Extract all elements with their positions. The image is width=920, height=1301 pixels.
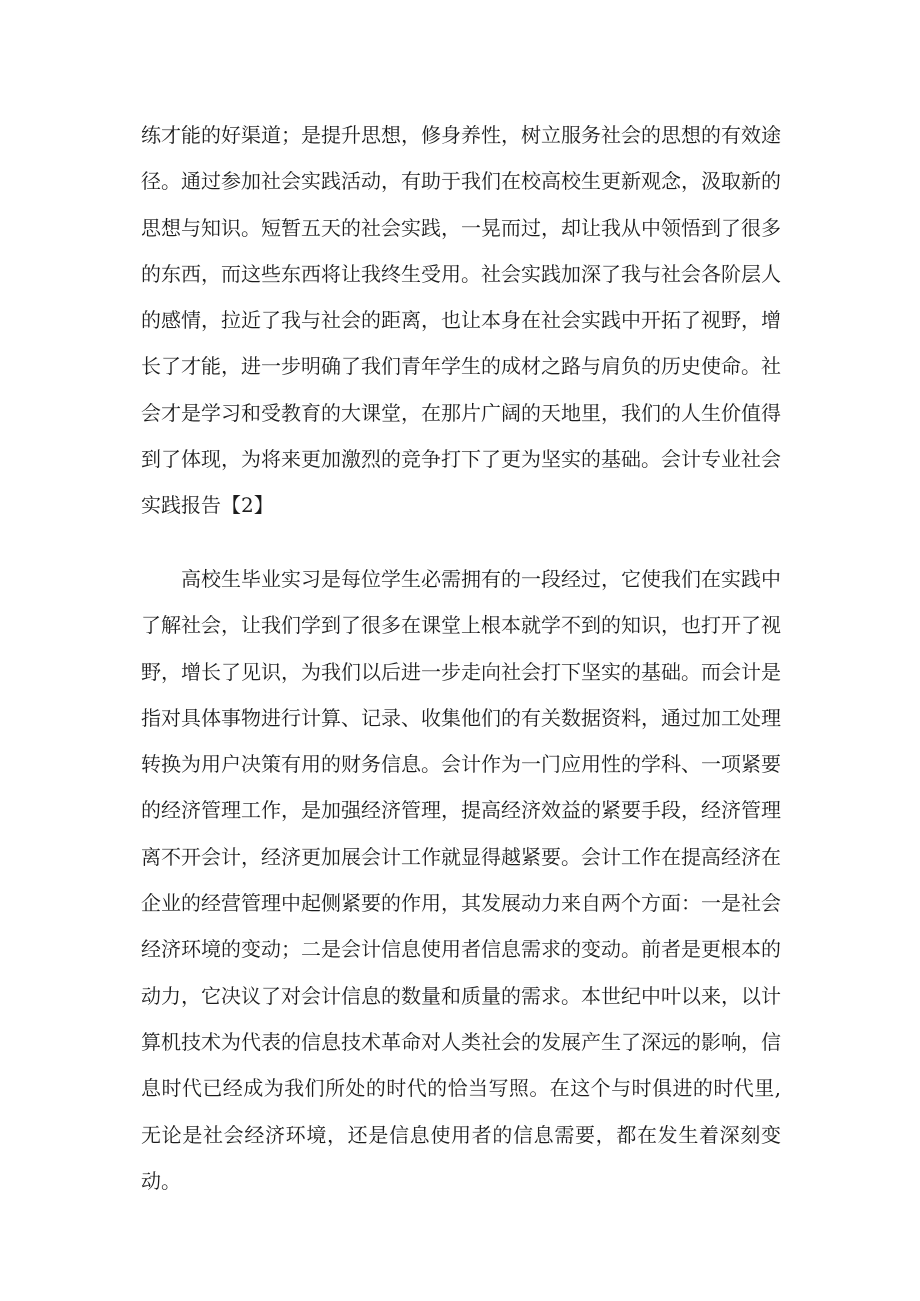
paragraph-social-practice-conclusion: 练才能的好渠道；是提升思想，修身养性，树立服务社会的思想的有效途径。通过参加社会实践活动，有助于我们在校高校生更新观念，汲取新的思想与知识。短暂五天的社会实践，一晃而过，却让我从中领悟到了很多的东西，而这些东西将让我终生受用。社会实践加深了我与社会各阶层人的感情，拉近了我与社会的距离，也让本身在社会实践中开拓了视野，增长了才能，进一步明确了我们青年学生的成材之路与肩负的历史使命。社会才是学习和受教育的大课堂，在那片广阔的天地里，我们的人生价值得到了体现，为将来更加激烈的竞争打下了更为坚实的基础。会计专业社会实践报告【2】 [141,123,781,518]
paragraph-accounting-internship: 高校生毕业实习是每位学生必需拥有的一段经过，它使我们在实践中了解社会，让我们学到了很多在课堂上根本就学不到的知识，也打开了视野，增长了见识，为我们以后进一步走向社会打下坚实的基础。而会计是指对具体事物进行计算、记录、收集他们的有关数据资料，通过加工处理转换为用户决策有用的财务信息。会计作为一门应用性的学科、一项紧要的经济管理工作，是加强经济管理，提高经济效益的紧要手段，经济管理离不开会计，经济更加展会计工作就显得越紧要。会计工作在提高经济在企业的经营管理中起侧紧要的作用，其发展动力来自两个方面：一是社会经济环境的变动；二是会计信息使用者信息需求的变动。前者是更根本的动力，它决议了对会计信息的数量和质量的需求。本世纪中叶以来，以计算机技术为代表的信息技术革命对人类社会的发展产生了深远的影响，信息时代已经成为我们所处的时代的恰当写照。在这个与时俱进的时代里,无论是社会经济环境，还是信息使用者的信息需要，都在发生着深刻变动。 [141,567,781,1193]
